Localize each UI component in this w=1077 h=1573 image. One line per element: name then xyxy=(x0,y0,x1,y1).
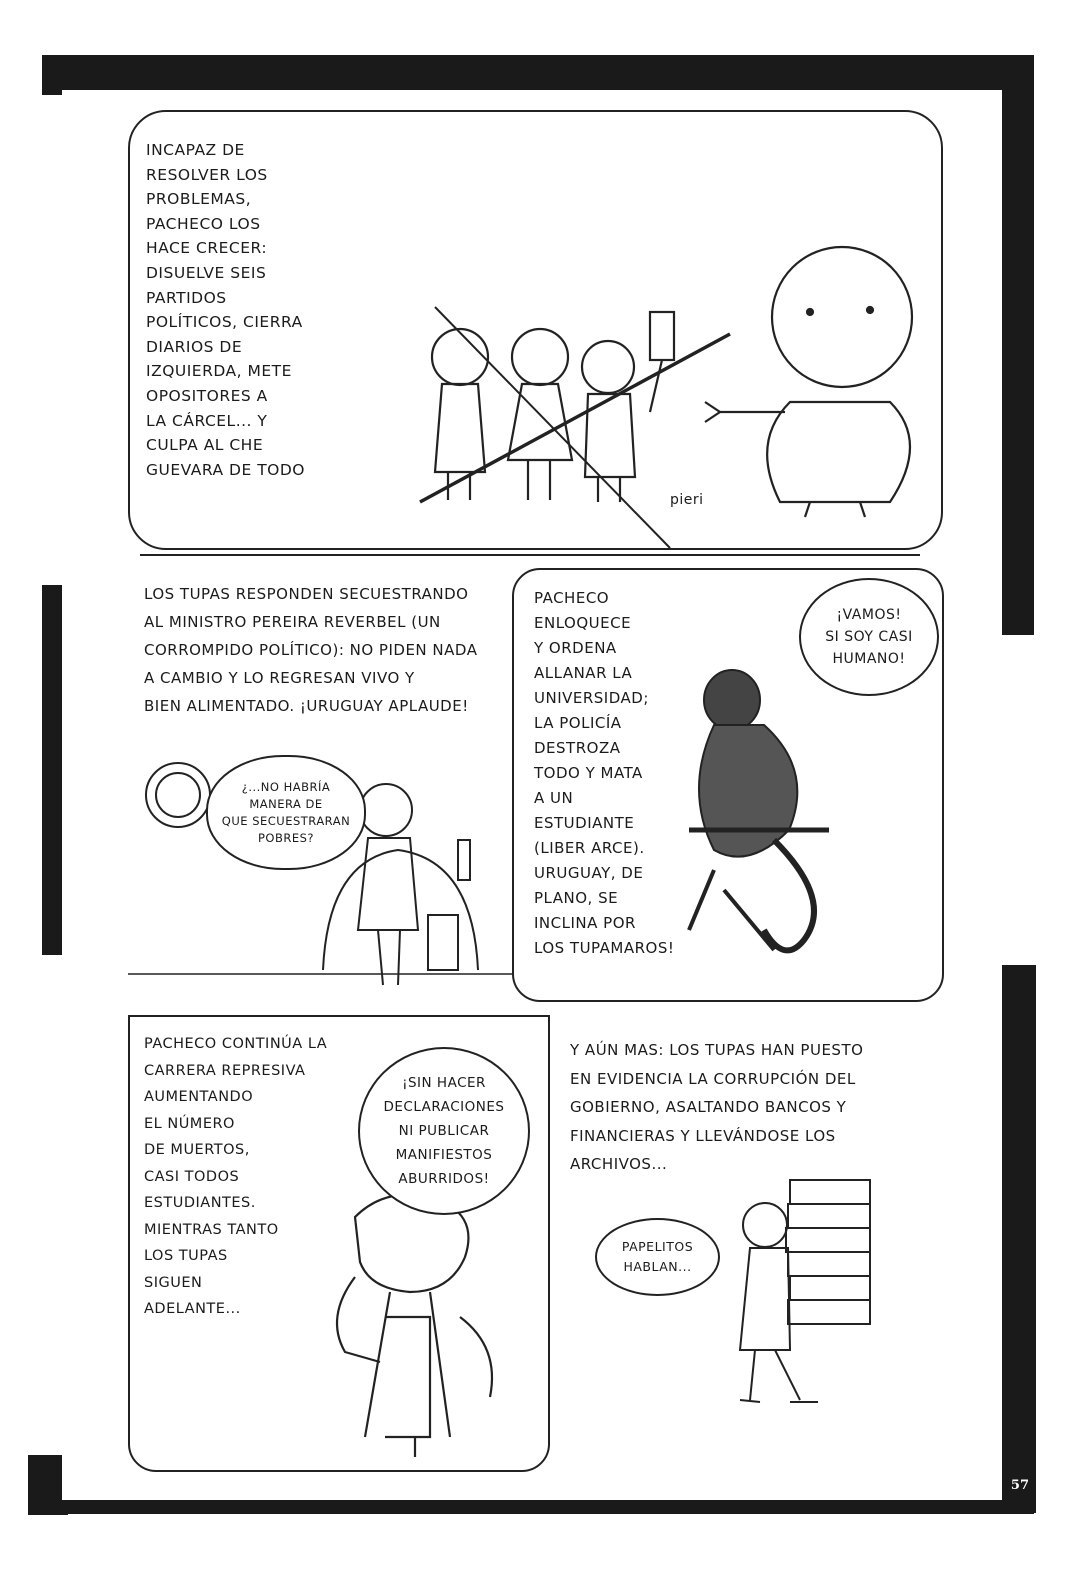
panel-3 xyxy=(512,568,944,1002)
panel-1-illustration xyxy=(130,112,945,552)
panel-2-caption: LOS TUPAS RESPONDEN SECUESTRANDO AL MINISTRO PEREIRA REVERBEL (UN CORROMPIDO POLÍTICO): NO PIDEN NADA A CAMBIO Y LO REGRESAN VIVO Y BIEN ALIMENTADO. ¡URUGUAY APLAUDE! xyxy=(144,585,478,715)
panel-2 xyxy=(128,570,513,1000)
panel-4-speech-bubble: ¡SIN HACER DECLARACIONES NI PUBLICAR MANIFIESTOS ABURRIDOS! xyxy=(358,1047,530,1215)
panel-1-caption: INCAPAZ DE RESOLVER LOS PROBLEMAS, PACHECO LOS HACE CRECER: DISUELVE SEIS PARTIDOS POLÍTICOS, CIERRA DIARIOS DE IZQUIERDA, METE OPOSITORES A LA CÁRCEL... Y CULPA AL CHE GUEVARA DE TODO xyxy=(146,141,305,479)
scan-border-right-lower xyxy=(996,965,1036,1513)
scan-border-right xyxy=(1000,95,1034,635)
panel-4 xyxy=(128,1015,550,1472)
panel-5 xyxy=(560,1030,970,1470)
panel-5-caption: Y AÚN MAS: LOS TUPAS HAN PUESTO EN EVIDENCIA LA CORRUPCIÓN DEL GOBIERNO, ASALTANDO BANCOS Y FINANCIERAS Y LLEVÁNDOSE LOS ARCHIVOS... xyxy=(570,1041,864,1173)
panel-2-speech-bubble: ¿...NO HABRÍA MANERA DE QUE SECUESTRARAN POBRES? xyxy=(206,755,366,870)
panel-3-speech-bubble: ¡VAMOS! SI SOY CASI HUMANO! xyxy=(799,578,939,696)
panel-3-caption: PACHECO ENLOQUECE Y ORDENA ALLANAR LA UNIVERSIDAD; LA POLICÍA DESTROZA TODO Y MATA A UN ESTUDIANTE (LIBER ARCE). URUGUAY, DE PLANO, SE INCLINA POR LOS TUPAMAROS! xyxy=(534,589,675,957)
panel-4-caption: PACHECO CONTINÚA LA CARRERA REPRESIVA AUMENTANDO EL NÚMERO DE MUERTOS, CASI TODOS ESTUDIANTES. MIENTRAS TANTO LOS TUPAS SIGUEN ADELANTE... xyxy=(144,1036,328,1317)
page-number: 57 xyxy=(1010,1478,1029,1493)
artist-signature: pieri xyxy=(670,492,704,508)
panel-1 xyxy=(128,110,943,550)
divider-line xyxy=(140,552,940,558)
scan-border-top xyxy=(42,55,1034,95)
panel-5-speech-bubble: PAPELITOS HABLAN... xyxy=(595,1218,720,1296)
